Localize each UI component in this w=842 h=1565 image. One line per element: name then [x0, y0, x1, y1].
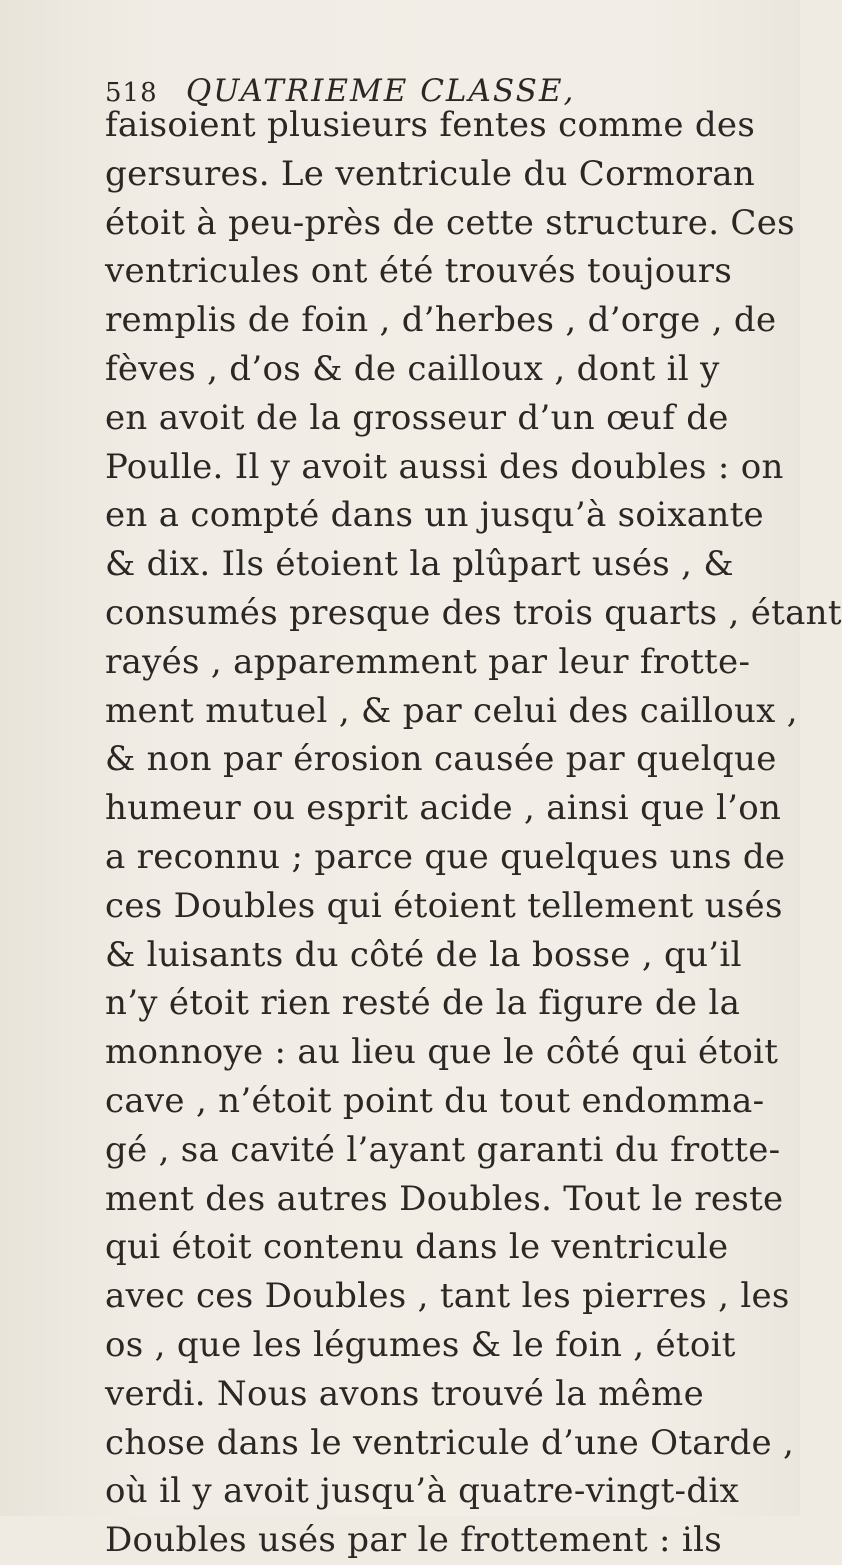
text-line: rayés , apparemment par leur frotte-	[105, 641, 751, 682]
text-line: & dix. Ils étoient la plûpart usés , &	[105, 544, 734, 585]
text-line: gersures. Le ventricule du Cormoran	[105, 153, 756, 194]
text-line: gé , sa cavité l’ayant garanti du frotte-	[105, 1129, 781, 1170]
text-line: faisoient plusieurs fentes comme des	[105, 105, 756, 145]
text-line: Doubles usés par le frottement : ils	[105, 1520, 723, 1561]
text-line: ces Doubles qui étoient tellement usés	[105, 885, 783, 926]
text-line: humeur ou esprit acide , ainsi que l’on	[105, 788, 782, 829]
text-line: cave , n’étoit point du tout endomma-	[105, 1080, 765, 1121]
text-line: qui étoit contenu dans le ventricule	[105, 1227, 729, 1268]
body-text	[105, 101, 842, 1565]
text-line: remplis de foin , d’herbes , d’orge , de	[105, 300, 777, 341]
text-line: ment mutuel , & par celui des cailloux ,	[105, 690, 798, 731]
text-line: Poulle. Il y avoit aussi des doubles : on	[105, 446, 784, 487]
text-line: avec ces Doubles , tant les pierres , les	[105, 1276, 790, 1317]
text-line: ment des autres Doubles. Tout le reste	[105, 1178, 784, 1219]
text-line: consumés presque des trois quarts , étant	[105, 592, 842, 633]
text-line: os , que les légumes & le foin , étoit	[105, 1324, 736, 1365]
running-title: QUATRIEME CLASSE,	[185, 73, 576, 109]
text-line: où il y avoit jusqu’à quatre-vingt-dix	[105, 1471, 740, 1512]
text-line: monnoye : au lieu que le côté qui étoit	[105, 1032, 779, 1073]
text-line: n’y étoit rien resté de la figure de la	[105, 983, 741, 1024]
text-line: ventricules ont été trouvés toujours	[105, 251, 733, 292]
text-line: & luisants du côté de la bosse , qu’il	[105, 934, 742, 975]
text-line: & non par érosion causée par quelque	[105, 739, 777, 780]
text-line: en avoit de la grosseur d’un œuf de	[105, 397, 729, 438]
text-line: verdi. Nous avons trouvé la même	[105, 1373, 705, 1414]
text-line: fèves , d’os & de cailloux , dont il y	[105, 348, 720, 389]
page-number: 518	[105, 78, 158, 108]
text-line: a reconnu ; parce que quelques uns de	[105, 836, 786, 877]
text-line: en a compté dans un jusqu’à soixante	[105, 495, 764, 536]
text-line: étoit à peu-près de cette structure. Ces	[105, 202, 795, 243]
text-line: chose dans le ventricule d’une Otarde ,	[105, 1422, 795, 1463]
